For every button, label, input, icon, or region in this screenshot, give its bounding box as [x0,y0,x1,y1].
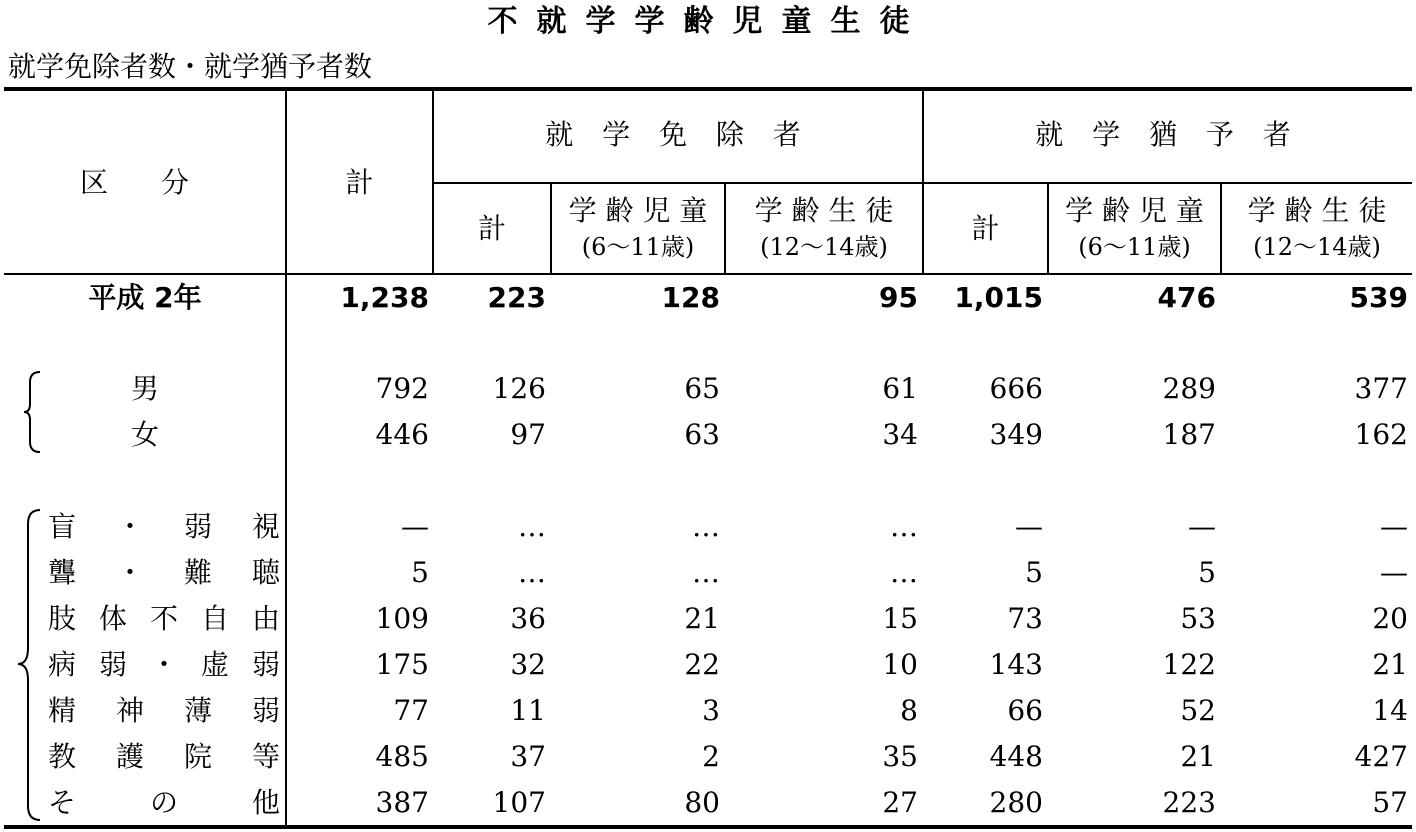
col-divider-groups [922,89,924,275]
table-cell: 109 [375,602,429,635]
table-cell: 349 [989,418,1043,451]
table-cell: 5 [411,556,429,589]
table-cell: 27 [882,786,918,819]
table-cell: 37 [510,740,546,773]
header-exempt-group: 就 学 免 除 者 [545,118,811,151]
row-label: 肢 体 不 自 由 [48,602,280,635]
table-subtitle: 就学免除者数・就学猶予者数 [8,50,373,83]
table-cell: 1,238 [340,281,429,314]
table-cell: … [890,556,918,589]
table-cell: 8 [900,694,918,727]
table-cell: 289 [1162,372,1216,405]
table-cell: — [1380,510,1408,543]
row-label: そ の 他 [48,786,280,819]
table-cell: — [1380,556,1408,589]
table-cell: 485 [375,740,429,773]
table-cell: 666 [989,372,1043,405]
table-cell: 65 [684,372,720,405]
table-cell: 53 [1180,602,1216,635]
table-cell: … [518,556,546,589]
header-bottom-rule [4,273,1412,275]
table-cell: 15 [882,602,918,635]
header-exempt-children-1: 学 齢 児 童 [568,194,708,227]
table-cell: 3 [702,694,720,727]
table-cell: — [401,510,429,543]
table-cell: 20 [1372,602,1408,635]
header-defer-students-1: 学 齢 生 徒 [1247,194,1387,227]
row-label: 教 護 院 等 [48,740,280,773]
table-cell: 36 [510,602,546,635]
table-cell: 128 [661,281,720,314]
table-cell: 175 [375,648,429,681]
table-cell: 446 [375,418,429,451]
table-cell: 66 [1007,694,1043,727]
row-label: 病 弱 ・ 虚 弱 [48,648,280,681]
table-cell: 97 [510,418,546,451]
header-defer-total: 計 [971,212,1000,245]
table-cell: 32 [510,648,546,681]
table-cell: 52 [1180,694,1216,727]
header-exempt-students-1: 学 齢 生 徒 [754,194,894,227]
table-cell: 34 [882,418,918,451]
table-cell: … [692,556,720,589]
table-cell: 14 [1372,694,1408,727]
table-cell: 5 [1025,556,1043,589]
table-cell: 792 [375,372,429,405]
col-divider-total [432,89,434,275]
table-cell: 95 [879,281,918,314]
header-kubun: 区 分 [80,166,211,199]
header-total: 計 [345,166,374,199]
table-cell: 427 [1354,740,1408,773]
table-cell: 61 [882,372,918,405]
header-defer-group: 就 学 猶 予 者 [1035,118,1301,151]
table-cell: 57 [1372,786,1408,819]
header-defer-students-2: (12～14歳) [1253,233,1381,261]
table-cell: 21 [1180,740,1216,773]
table-cell: 22 [684,648,720,681]
header-exempt-children-2: (6～11歳) [581,233,695,261]
row-label: 精 神 薄 弱 [48,694,280,727]
table-cell: 122 [1162,648,1216,681]
table-cell: 1,015 [954,281,1043,314]
table-cell: 35 [882,740,918,773]
table-cell: 5 [1198,556,1216,589]
table-cell: 73 [1007,602,1043,635]
table-cell: 21 [1372,648,1408,681]
table-cell: 11 [510,694,546,727]
table-cell: 80 [684,786,720,819]
table-cell: 223 [487,281,546,314]
row-label: 男 [130,372,159,405]
table-cell: … [518,510,546,543]
row-label: 聾 ・ 難 聴 [48,556,280,589]
table-cell: 2 [702,740,720,773]
bottom-rule [4,825,1412,829]
table-cell: 387 [375,786,429,819]
table-cell: 377 [1354,372,1408,405]
table-cell: 10 [882,648,918,681]
table-cell: 21 [684,602,720,635]
table-cell: 107 [492,786,546,819]
table-cell: 223 [1162,786,1216,819]
table-cell: 187 [1162,418,1216,451]
row-label: 盲 ・ 弱 視 [48,510,280,543]
table-title: 不就学学齢児童生徒 [487,4,929,39]
category-brace-icon [16,508,46,822]
row-label: 女 [130,418,159,451]
table-cell: 143 [989,648,1043,681]
table-cell: 77 [393,694,429,727]
table-cell: 448 [989,740,1043,773]
header-exempt-students-2: (12～14歳) [760,233,888,261]
table-cell: 162 [1354,418,1408,451]
table-cell: — [1015,510,1043,543]
table-cell: 126 [492,372,546,405]
table-cell: 539 [1349,281,1408,314]
top-rule [4,87,1412,91]
table-cell: 63 [684,418,720,451]
table-cell: … [692,510,720,543]
table-cell: 280 [989,786,1043,819]
table-cell: … [890,510,918,543]
header-defer-children-2: (6～11歳) [1078,233,1191,261]
table-cell: 476 [1157,281,1216,314]
row-label: 平成 2年 [88,281,202,314]
table-cell: — [1188,510,1216,543]
header-exempt-total: 計 [477,212,506,245]
header-defer-children-1: 学 齢 児 童 [1065,194,1204,227]
